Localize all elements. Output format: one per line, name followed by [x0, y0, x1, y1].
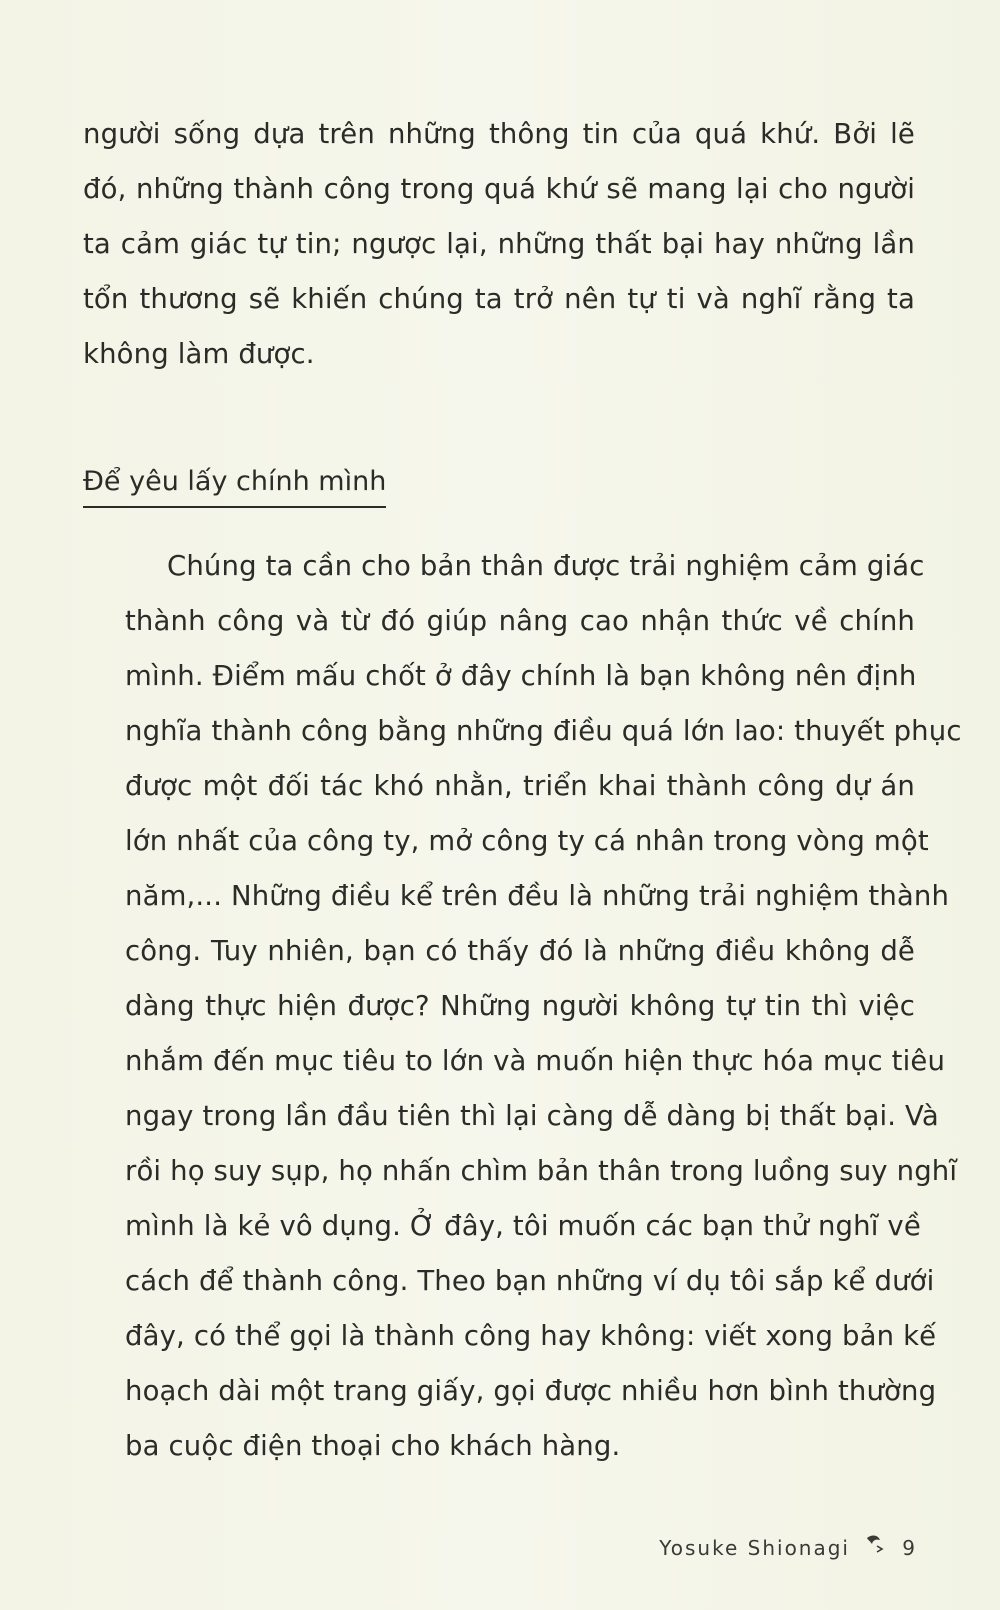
text-line: không làm được. [83, 338, 315, 370]
text-line: được một đối tác khó nhằn, triển khai thành công dự án [125, 770, 915, 802]
leaf-icon [864, 1532, 886, 1554]
paragraph-intro [83, 107, 915, 382]
text-line: đó, những thành công trong quá khứ sẽ mang lại cho người [83, 173, 915, 205]
text-line: tổn thương sẽ khiến chúng ta trở nên tự ti và nghĩ rằng ta [83, 283, 915, 315]
text-line: công. Tuy nhiên, bạn có thấy đó là những điều không dễ [125, 935, 915, 967]
text-line: năm,... Những điều kể trên đều là những trải nghiệm thành [125, 880, 950, 912]
text-line: hoạch dài một trang giấy, gọi được nhiều hơn bình thường [125, 1375, 937, 1407]
text-line: nghĩa thành công bằng những điều quá lớn lao: thuyết phục [125, 715, 962, 747]
text-line: lớn nhất của công ty, mở công ty cá nhân trong vòng một [125, 825, 929, 857]
text-line: dàng thực hiện được? Những người không tự tin thì việc [125, 990, 915, 1022]
page-footer [0, 1530, 1000, 1570]
text-line: nhắm đến mục tiêu to lớn và muốn hiện thực hóa mục tiêu [125, 1045, 946, 1077]
paragraph-body [83, 539, 962, 1474]
text-line: Chúng ta cần cho bản thân được trải nghiệm cảm giác [167, 550, 925, 582]
text-line: cách để thành công. Theo bạn những ví dụ tôi sắp kể dưới [125, 1265, 935, 1297]
text-line: người sống dựa trên những thông tin của quá khứ. Bởi lẽ [83, 118, 915, 150]
page-number: 9 [902, 1536, 915, 1560]
text-line: rồi họ suy sụp, họ nhấn chìm bản thân trong luồng suy nghĩ [125, 1155, 958, 1187]
text-line: đây, có thể gọi là thành công hay không: viết xong bản kế [125, 1320, 937, 1352]
text-line: ngay trong lần đầu tiên thì lại càng dễ dàng bị thất bại. Và [125, 1100, 939, 1132]
text-line: mình. Điểm mấu chốt ở đây chính là bạn không nên định [125, 660, 917, 692]
text-line: thành công và từ đó giúp nâng cao nhận thức về chính [125, 605, 915, 637]
footer-author: Yosuke Shionagi [659, 1536, 850, 1560]
section-heading: Để yêu lấy chính mình [83, 462, 386, 508]
text-line: ta cảm giác tự tin; ngược lại, những thất bại hay những lần [83, 228, 915, 260]
text-line: mình là kẻ vô dụng. Ở đây, tôi muốn các bạn thử nghĩ về [125, 1210, 921, 1242]
text-line: ba cuộc điện thoại cho khách hàng. [125, 1430, 621, 1462]
